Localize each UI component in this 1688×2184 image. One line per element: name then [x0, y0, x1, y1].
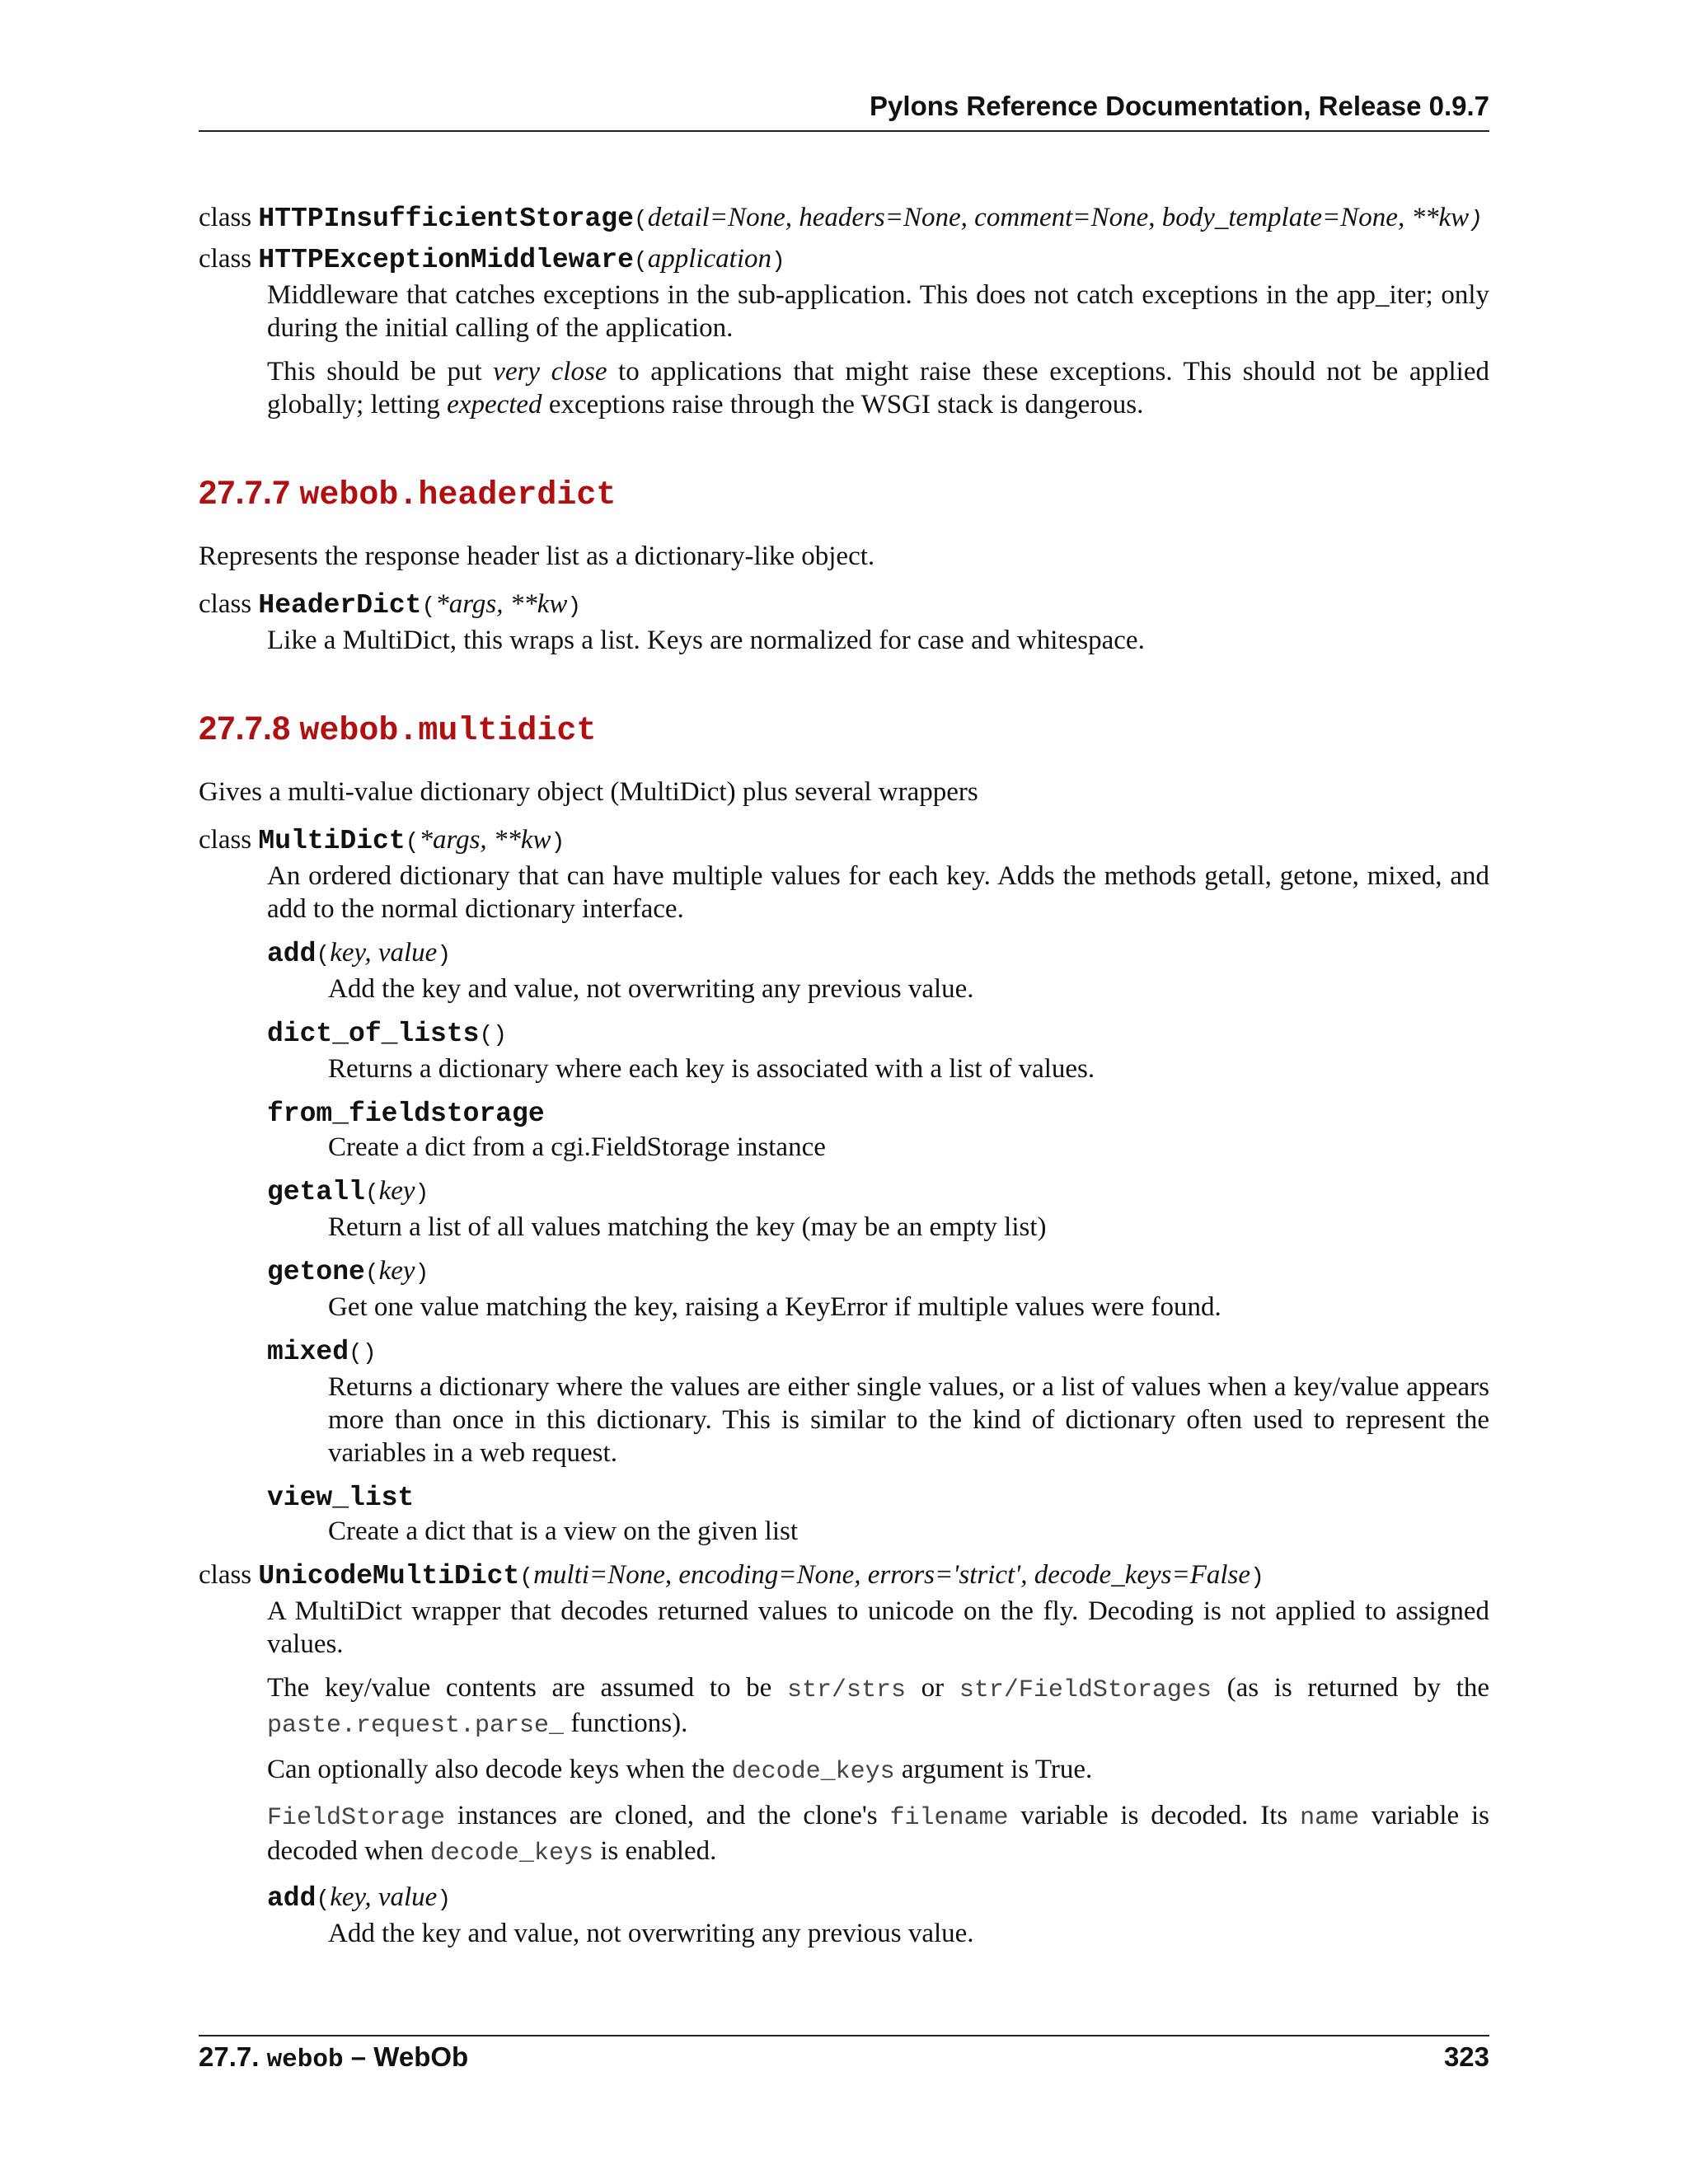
method-getone: getone(key) Get one value matching the key, raising a KeyError if multiple values were found.: [267, 1256, 1221, 1322]
class-name: HTTPInsufficientStorage: [258, 204, 634, 234]
page-content: [199, 201, 1489, 1961]
class-signature-httpinsufficientstorage: class HTTPInsufficientStorage( detail=None, headers=None, comment=None, body_template=None, **kw): [199, 201, 1489, 237]
page-number: 323: [1443, 2041, 1489, 2072]
section-heading-multidict: 27.7.8 webob.multidict: [199, 710, 597, 750]
document-page: [199, 0, 1489, 2184]
class-signature-unicodemultidict: class UnicodeMultiDict(multi=None, encoding=None, errors='strict', decode_keys=False): [199, 1560, 1264, 1591]
section-intro: Represents the response header list as a dictionary-like object.: [199, 541, 875, 571]
method-from-fieldstorage: from_fieldstorage Create a dict from a cgi.FieldStorage instance: [267, 1099, 826, 1162]
running-footer: [199, 2041, 1489, 2074]
header-rule: [199, 130, 1489, 132]
section-heading-headerdict: 27.7.7 webob.headerdict: [199, 475, 617, 514]
method-add-unicode: add(key, value) Add the key and value, not overwriting any previous value.: [267, 1882, 974, 1948]
method-dict-of-lists: dict_of_lists() Returns a dictionary where each key is associated with a list of values.: [267, 1019, 1095, 1084]
method-getall: getall(key) Return a list of all values matching the key (may be an empty list): [267, 1176, 1047, 1242]
class-signature-headerdict: class HeaderDict(*args, **kw): [199, 589, 582, 621]
class-params: detail=None, headers=None, comment=None, body_template=None, **kw): [647, 203, 1483, 233]
class-signature-httpexceptionmiddleware: class HTTPExceptionMiddleware(application): [199, 244, 785, 275]
footer-rule: [199, 2035, 1489, 2036]
class-description: A MultiDict wrapper that decodes returned values to unicode on the fly. Decoding is not applied to assigned values. The key/value contents are assumed to be str/strs or str/FieldStorages (as is returned by the paste.request.parse_ functions). Can optionally also decode keys when the decode_keys argument is True. FieldStorage instances are cloned, and the clone's filename variable is decoded. Its name variable is decoded when decode_keys is enabled.: [267, 1596, 1490, 1868]
method-mixed: mixed() Returns a dictionary where the values are either single values, or a list of values when a key/value appears more than once in this dictionary. This is similar to the kind of dictionary often used to represent the variables in a web request.: [267, 1337, 1489, 1468]
class-description: An ordered dictionary that can have multiple values for each key. Adds the methods getall, getone, mixed, and add to the normal dictionary interface.: [267, 861, 1489, 924]
class-description: Like a MultiDict, this wraps a list. Keys are normalized for case and whitespace.: [267, 626, 1145, 655]
class-signature-multidict: class MultiDict(*args, **kw): [199, 825, 565, 856]
class-name: HTTPExceptionMiddleware: [258, 245, 634, 275]
section-intro: Gives a multi-value dictionary object (MultiDict) plus several wrappers: [199, 777, 978, 807]
method-add: add(key, value) Add the key and value, not overwriting any previous value.: [267, 938, 974, 1004]
paragraph: This should be put very close to applications that might raise these exceptions. This should not be applied globally; letting expected exceptions raise through the WSGI stack is dangerous.: [267, 357, 1489, 419]
running-header: Pylons Reference Documentation, Release 0.9.7: [870, 91, 1489, 121]
class-keyword: class: [199, 203, 252, 232]
footer-section: 27.7. webob – WebOb: [199, 2041, 469, 2074]
method-view-list: view_list Create a dict that is a view on the given list: [267, 1483, 799, 1546]
class-description: [267, 279, 1489, 421]
paragraph: Middleware that catches exceptions in the sub-application. This does not catch exceptions in the app_iter; only during the initial calling of the application.: [267, 280, 1489, 343]
